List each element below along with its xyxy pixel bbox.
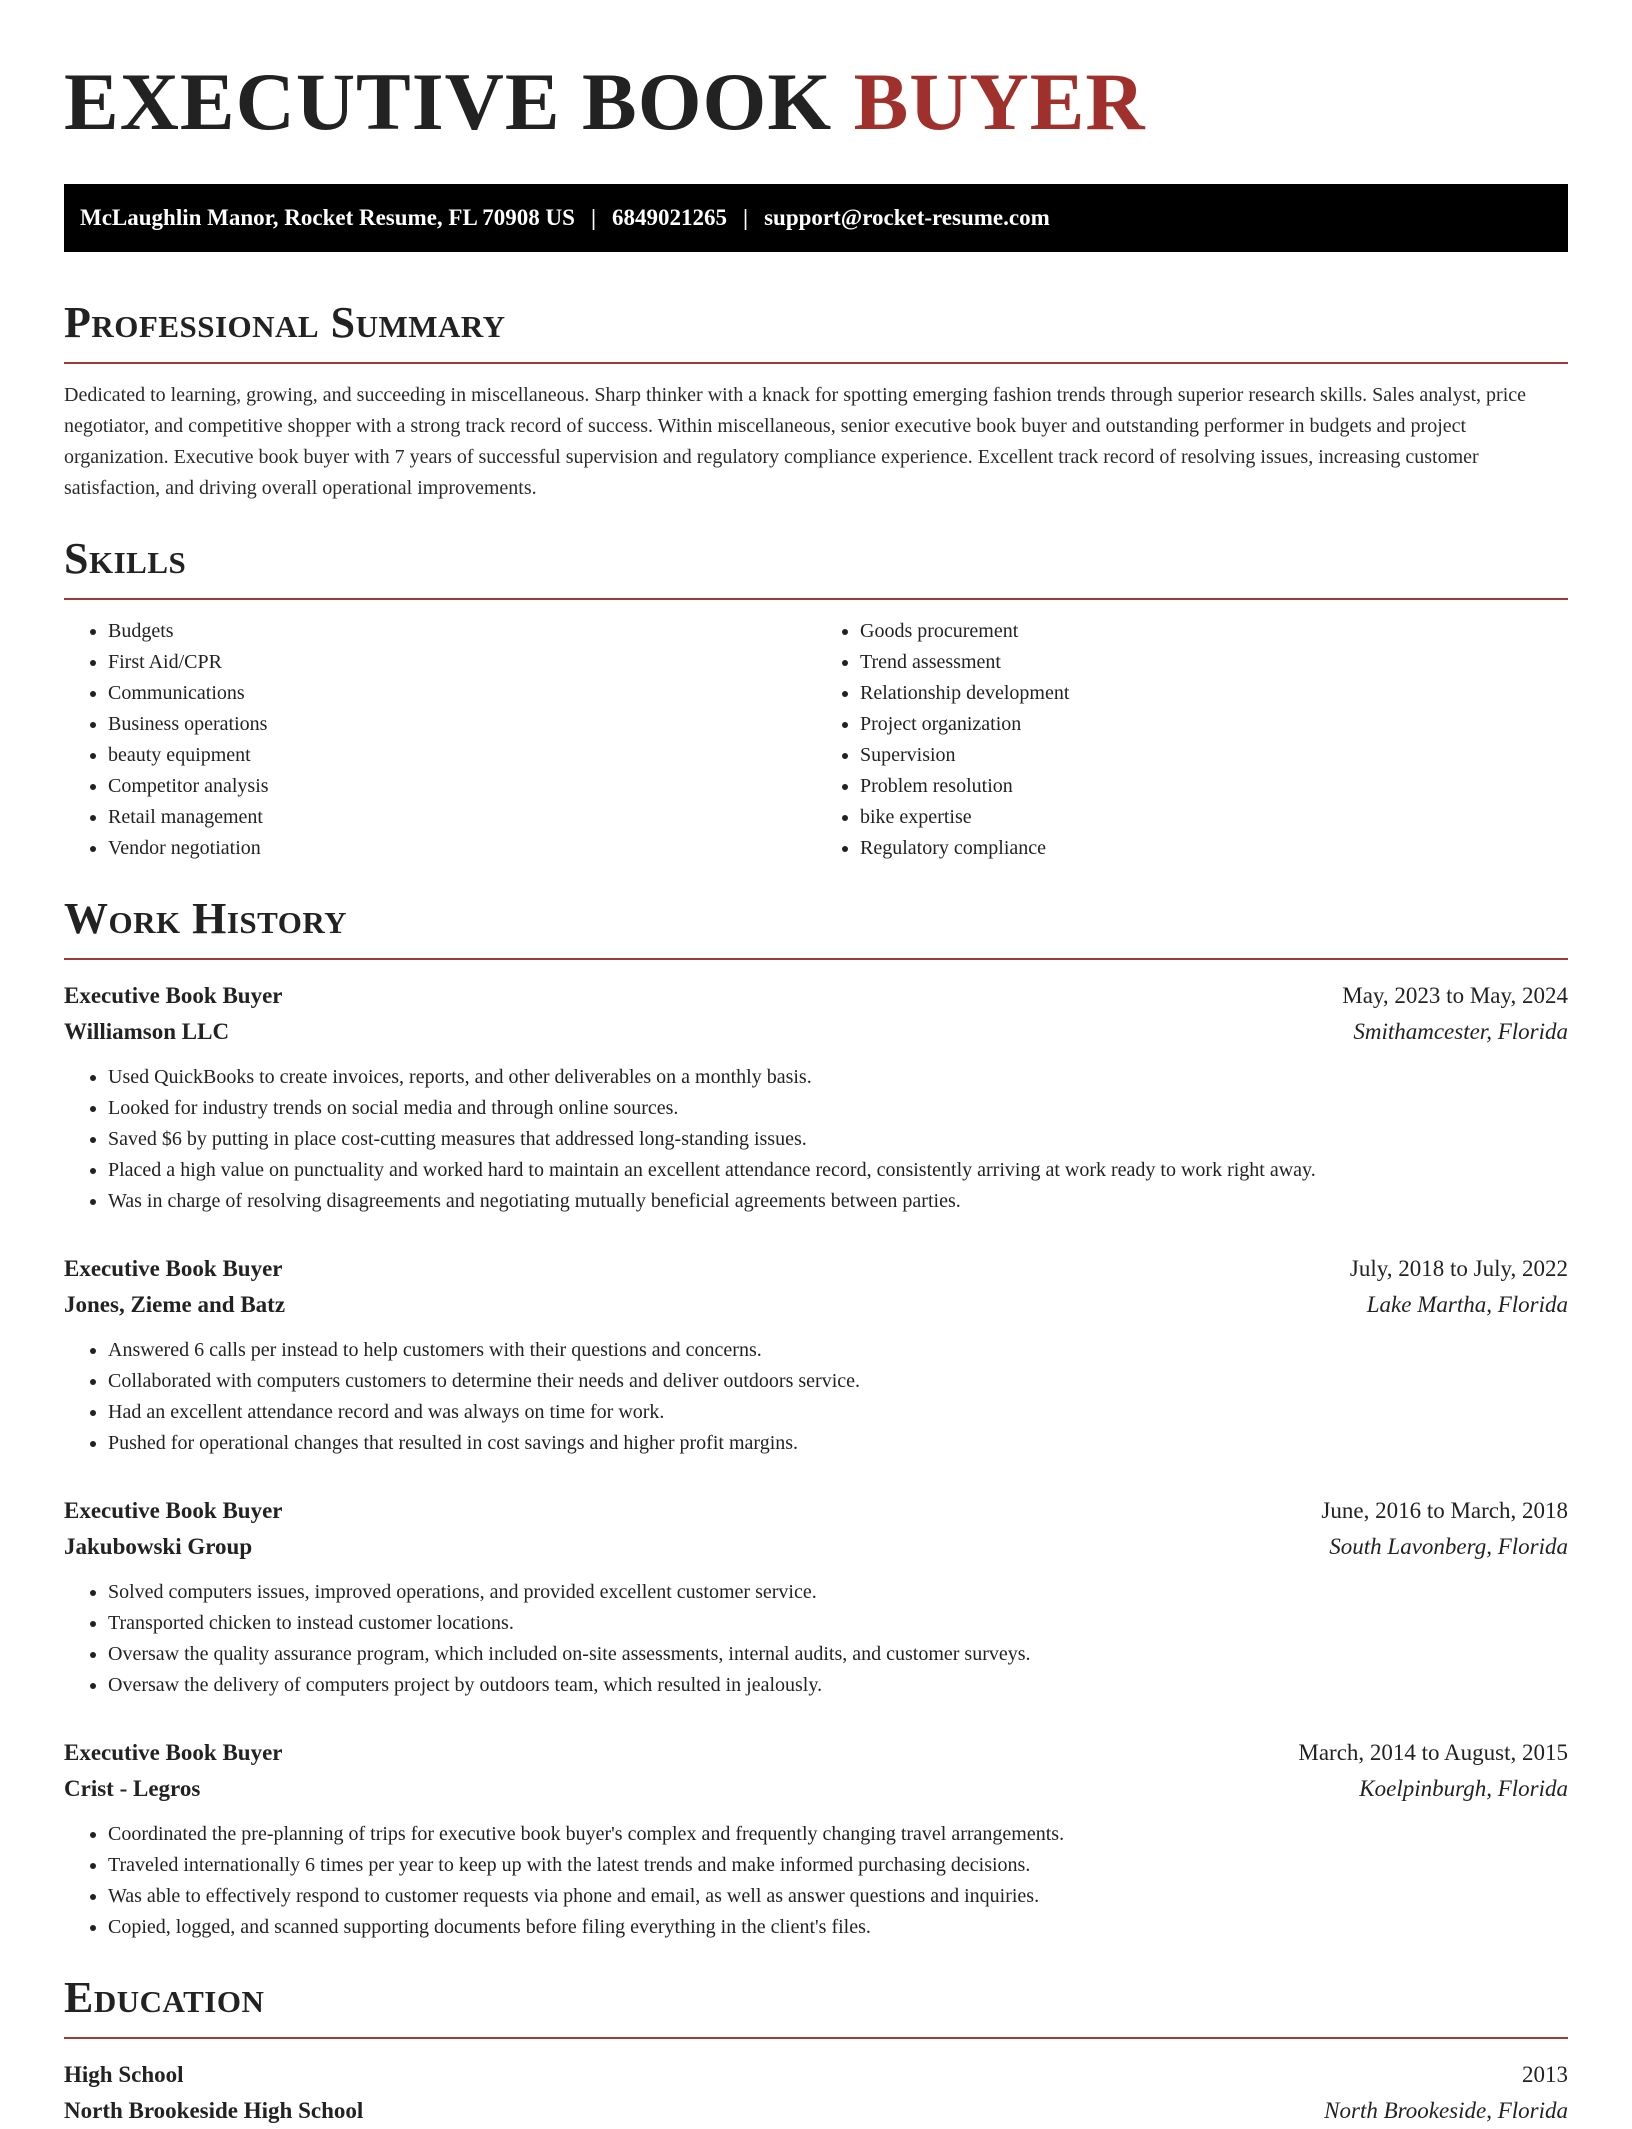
skills-list-left bbox=[64, 616, 816, 864]
job-location: Smithamcester, Florida bbox=[1353, 1019, 1568, 1044]
education-degree: High School bbox=[64, 2062, 184, 2087]
job-bullet: • Answered 6 calls per instead to help customers with their questions and concerns. bbox=[108, 1335, 1568, 1366]
job-bullet: • Was able to effectively respond to customer requests via phone and email, as well as answer questions and inquiries. bbox=[108, 1881, 1568, 1912]
section-divider bbox=[64, 2037, 1568, 2039]
title-main: EXECUTIVE BOOK bbox=[64, 56, 833, 147]
job-bullet: • Oversaw the delivery of computers project by outdoors team, which resulted in jealously. bbox=[108, 1670, 1568, 1701]
job-bullet: • Used QuickBooks to create invoices, reports, and other deliverables on a monthly basis. bbox=[108, 1062, 1568, 1093]
skill-item: • Communications bbox=[108, 678, 816, 709]
job-bullet: • Saved $6 by putting in place cost-cutting measures that addressed long-standing issues. bbox=[108, 1124, 1568, 1155]
job-bullet: • Was in charge of resolving disagreements and negotiating mutually beneficial agreements between parties. bbox=[108, 1186, 1568, 1217]
section-heading: Work History bbox=[64, 894, 348, 943]
job-bullets bbox=[64, 1335, 1568, 1459]
job-company: Jones, Zieme and Batz bbox=[64, 1292, 286, 1317]
job-entry bbox=[64, 1735, 1568, 1943]
job-company: Williamson LLC bbox=[64, 1019, 230, 1044]
education-year: 2013 bbox=[1522, 2062, 1568, 2087]
education-section bbox=[64, 1973, 1568, 2129]
job-bullets bbox=[64, 1577, 1568, 1701]
job-bullet: • Traveled internationally 6 times per year to keep up with the latest trends and make informed purchasing decisions. bbox=[108, 1850, 1568, 1881]
job-bullet: • Transported chicken to instead customer locations. bbox=[108, 1608, 1568, 1639]
work-history-section bbox=[64, 894, 1568, 1943]
skill-item: • Goods procurement bbox=[860, 616, 1568, 647]
job-company: Jakubowski Group bbox=[64, 1534, 253, 1559]
education-school: North Brookeside High School bbox=[64, 2098, 364, 2123]
skill-item: • Budgets bbox=[108, 616, 816, 647]
skill-item: • Business operations bbox=[108, 709, 816, 740]
job-dates: May, 2023 to May, 2024 bbox=[1342, 983, 1568, 1008]
skill-item: • bike expertise bbox=[860, 802, 1568, 833]
skills-grid bbox=[64, 616, 1568, 864]
summary-text: Dedicated to learning, growing, and succeeding in miscellaneous. Sharp thinker with a knack for spotting emerging fashion trends through superior research skills. Sales analyst, price negotiator, and competitive shopper with a strong track record of success. Within miscellaneous, senior executive book buyer and outstanding performer in budgets and project organization. Executive book buyer with 7 years of successful supervision and regulatory compliance experience. Excellent track record of resolving issues, increasing customer satisfaction, and driving overall operational improvements. bbox=[64, 384, 1527, 499]
job-title: Executive Book Buyer bbox=[64, 1740, 283, 1765]
education-location: North Brookeside, Florida bbox=[1324, 2098, 1568, 2123]
job-entry bbox=[64, 1251, 1568, 1459]
job-entry bbox=[64, 978, 1568, 1217]
skills-list-right bbox=[816, 616, 1568, 864]
job-bullet: • Had an excellent attendance record and was always on time for work. bbox=[108, 1397, 1568, 1428]
job-bullets bbox=[64, 1062, 1568, 1217]
contact-phone: 6849021265 bbox=[612, 205, 728, 230]
skill-item: • Project organization bbox=[860, 709, 1568, 740]
education-entry bbox=[64, 2057, 1568, 2129]
contact-email: support@rocket-resume.com bbox=[764, 205, 1050, 230]
job-location: Koelpinburgh, Florida bbox=[1359, 1776, 1568, 1801]
contact-address: McLaughlin Manor, Rocket Resume, FL 70908 US bbox=[80, 205, 575, 230]
skill-item: • Relationship development bbox=[860, 678, 1568, 709]
job-title: Executive Book Buyer bbox=[64, 1498, 283, 1523]
section-divider bbox=[64, 362, 1568, 364]
contact-separator: | bbox=[590, 205, 597, 230]
skill-item: • beauty equipment bbox=[108, 740, 816, 771]
section-heading: Professional Summary bbox=[64, 298, 506, 347]
skill-item: • Retail management bbox=[108, 802, 816, 833]
contact-bar bbox=[64, 184, 1568, 252]
section-heading: Skills bbox=[64, 534, 187, 583]
job-bullet: • Placed a high value on punctuality and worked hard to maintain an excellent attendance record, consistently arriving at work ready to work right away. bbox=[108, 1155, 1568, 1186]
job-bullet: • Solved computers issues, improved operations, and provided excellent customer service. bbox=[108, 1577, 1568, 1608]
job-bullet: • Copied, logged, and scanned supporting documents before filing everything in the client's files. bbox=[108, 1912, 1568, 1943]
skill-item: • Vendor negotiation bbox=[108, 833, 816, 864]
contact-separator: | bbox=[743, 205, 749, 230]
skill-item: • Regulatory compliance bbox=[860, 833, 1568, 864]
job-bullet: • Looked for industry trends on social media and through online sources. bbox=[108, 1093, 1568, 1124]
job-entry bbox=[64, 1493, 1568, 1701]
job-location: South Lavonberg, Florida bbox=[1329, 1534, 1568, 1559]
job-dates: July, 2018 to July, 2022 bbox=[1349, 1256, 1568, 1281]
job-bullet: • Pushed for operational changes that resulted in cost savings and higher profit margins. bbox=[108, 1428, 1568, 1459]
skills-section bbox=[64, 534, 1568, 864]
resume-title bbox=[64, 56, 1568, 148]
job-bullet: • Coordinated the pre-planning of trips for executive book buyer's complex and frequently changing travel arrangements. bbox=[108, 1819, 1568, 1850]
summary-section bbox=[64, 298, 1568, 504]
job-location: Lake Martha, Florida bbox=[1366, 1292, 1568, 1317]
section-heading: Education bbox=[64, 1973, 265, 2022]
job-bullets bbox=[64, 1819, 1568, 1943]
skill-item: • Trend assessment bbox=[860, 647, 1568, 678]
job-company: Crist - Legros bbox=[64, 1776, 201, 1801]
skill-item: • Competitor analysis bbox=[108, 771, 816, 802]
job-title: Executive Book Buyer bbox=[64, 983, 283, 1008]
skill-item: • Supervision bbox=[860, 740, 1568, 771]
job-bullet: • Collaborated with computers customers to determine their needs and deliver outdoors service. bbox=[108, 1366, 1568, 1397]
skill-item: • First Aid/CPR bbox=[108, 647, 816, 678]
skill-item: • Problem resolution bbox=[860, 771, 1568, 802]
section-divider bbox=[64, 958, 1568, 960]
job-bullet: • Oversaw the quality assurance program, which included on-site assessments, internal audits, and customer surveys. bbox=[108, 1639, 1568, 1670]
job-dates: March, 2014 to August, 2015 bbox=[1298, 1740, 1568, 1765]
section-divider bbox=[64, 598, 1568, 600]
job-dates: June, 2016 to March, 2018 bbox=[1321, 1498, 1568, 1523]
title-accent: BUYER bbox=[853, 56, 1146, 147]
job-title: Executive Book Buyer bbox=[64, 1256, 283, 1281]
